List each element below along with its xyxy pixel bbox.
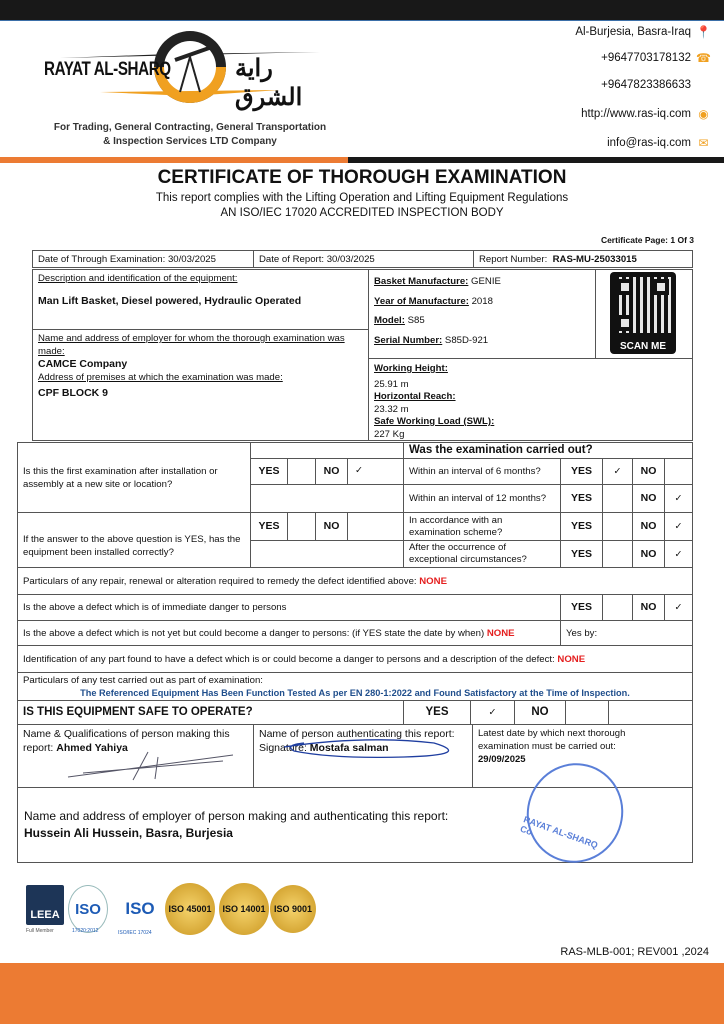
year-value: 2018 bbox=[471, 295, 493, 307]
contact-phone-1 bbox=[601, 51, 710, 64]
scheme-no[interactable]: NO bbox=[632, 512, 665, 541]
next-exam-label: Latest date by which next thorough examination must be carried out: bbox=[478, 728, 626, 752]
scan-me-label: SCAN ME bbox=[619, 341, 667, 352]
iso-9001-badge: ISO 9001 bbox=[270, 885, 316, 933]
divider-orange bbox=[0, 157, 348, 163]
company-name-en: RAYAT AL-SHARQ bbox=[44, 59, 171, 80]
premises-value: CPF BLOCK 9 bbox=[38, 387, 109, 399]
report-number-label: Report Number: bbox=[479, 253, 548, 265]
employer-block bbox=[32, 329, 369, 441]
immediate-yes[interactable]: YES bbox=[560, 594, 603, 621]
swl-value: 227 Kg bbox=[374, 428, 405, 440]
desc-label: Description and identification of the equipment: bbox=[38, 273, 238, 284]
serial-label: Serial Number: bbox=[374, 334, 443, 346]
first-exam-yes[interactable]: YES bbox=[250, 458, 288, 485]
report-number-value: RAS-MU-25033015 bbox=[552, 253, 637, 265]
height-value: 25.91 m bbox=[374, 378, 409, 390]
test-label: Particulars of any test carried out as part of examination: bbox=[23, 675, 263, 686]
certificate-title: CERTIFICATE OF THOROUGH EXAMINATION bbox=[157, 167, 567, 188]
employer-person-value: Hussein Ali Hussein, Basra, Burjesia bbox=[24, 826, 233, 840]
manufacture-label: Basket Manufacture: bbox=[374, 276, 469, 287]
envelope-icon: ✉ bbox=[698, 135, 709, 150]
top-bar bbox=[0, 0, 724, 21]
identification-value: NONE bbox=[557, 653, 586, 665]
exceptional-question: After the occurrence of exceptional circumstances? bbox=[403, 540, 561, 568]
iso-14001-badge: ISO 14001 bbox=[219, 883, 269, 935]
blank-cell bbox=[250, 540, 404, 568]
phone-1-text: +9647703178132 bbox=[601, 51, 691, 64]
capacity-specs bbox=[368, 358, 693, 441]
installed-yes-box[interactable] bbox=[287, 512, 316, 541]
auth-label: Name of person authenticating this report: bbox=[259, 728, 455, 740]
phone-icon: ☎ bbox=[696, 50, 711, 65]
scheme-question: In accordance with an examination scheme? bbox=[403, 512, 561, 541]
employer-label: Name and address of employer for whom the thorough examination was made: bbox=[38, 333, 345, 357]
safe-yes-check[interactable]: ✓ bbox=[470, 700, 515, 725]
report-number bbox=[473, 250, 693, 268]
immediate-yes-box[interactable] bbox=[602, 594, 633, 621]
qr-code[interactable] bbox=[610, 272, 676, 354]
company-name-ar: راية الشرق bbox=[235, 55, 303, 111]
installed-yes[interactable]: YES bbox=[250, 512, 288, 541]
contact-website[interactable] bbox=[581, 107, 710, 120]
test-row bbox=[17, 672, 693, 701]
document-code: RAS-MLB-001; REV001 ,2024 bbox=[560, 946, 709, 958]
immediate-danger-question: Is the above a defect which is of immediate danger to persons bbox=[17, 594, 561, 621]
repair-label: Particulars of any repair, renewal or alteration required to remedy the defect identified above: bbox=[23, 575, 417, 587]
iso-17024-caption: ISO/IEC 17024 bbox=[118, 930, 152, 936]
address-text: Al-Burjesia, Basra-Iraq bbox=[575, 25, 691, 38]
interval-12-no[interactable]: NO bbox=[632, 484, 665, 513]
repair-value: NONE bbox=[419, 575, 447, 587]
installed-no[interactable]: NO bbox=[315, 512, 348, 541]
interval-6-no-box[interactable] bbox=[664, 458, 693, 485]
stamp-text: RAYAT AL-SHARQ Co. bbox=[518, 814, 600, 851]
tagline-2: & Inspection Services LTD Company bbox=[103, 136, 277, 147]
equipment-specs bbox=[368, 269, 596, 359]
exam-date: Date of Through Examination: 30/03/2025 bbox=[32, 250, 254, 268]
first-exam-question: Is this the first examination after installation or assembly at a new site or location? bbox=[17, 442, 251, 513]
carried-out-heading: Was the examination carried out? bbox=[403, 442, 693, 459]
premises-label: Address of premises at which the examination was made: bbox=[38, 372, 283, 383]
safe-no-box[interactable] bbox=[565, 700, 609, 725]
exceptional-yes-box[interactable] bbox=[602, 540, 633, 568]
website-link[interactable]: http://www.ras-iq.com bbox=[581, 107, 691, 120]
installed-question: If the answer to the above question is YES, has the equipment been installed correctly? bbox=[17, 512, 251, 568]
report-date: Date of Report: 30/03/2025 bbox=[253, 250, 474, 268]
contact-phone-2 bbox=[601, 79, 691, 91]
interval-6-no[interactable]: NO bbox=[632, 458, 665, 485]
tagline-1: For Trading, General Contracting, General Transportation bbox=[53, 122, 327, 133]
employer-value: CAMCE Company bbox=[38, 358, 128, 370]
iso-17020-logo: ISO bbox=[68, 885, 108, 933]
next-exam-date: 29/09/2025 bbox=[478, 754, 526, 765]
year-label: Year of Manufacture: bbox=[374, 295, 469, 307]
qr-pattern-icon bbox=[615, 277, 671, 333]
future-danger-value: NONE bbox=[486, 627, 515, 639]
reach-value: 23.32 m bbox=[374, 403, 409, 415]
future-danger-question: Is the above a defect which is not yet but could become a danger to persons: (if YES state the date by when) bbox=[23, 627, 485, 639]
location-pin-icon: 📍 bbox=[696, 24, 711, 39]
iso-45001-badge: ISO 45001 bbox=[165, 883, 215, 935]
desc-value: Man Lift Basket, Diesel powered, Hydraulic Operated bbox=[38, 295, 302, 307]
auth-name: Mostafa salman bbox=[309, 742, 389, 754]
repair-row bbox=[17, 567, 693, 595]
divider-black bbox=[348, 157, 724, 163]
contact-email[interactable] bbox=[607, 136, 710, 149]
interval-12-no-check[interactable]: ✓ bbox=[664, 484, 693, 513]
iso-17024-logo: ISO bbox=[125, 899, 155, 918]
contact-address bbox=[575, 25, 710, 38]
safe-question: IS THIS EQUIPMENT SAFE TO OPERATE? bbox=[17, 700, 404, 725]
yes-by-field[interactable]: Yes by: bbox=[560, 620, 693, 646]
serial-value: S85D-921 bbox=[444, 334, 489, 346]
scheme-no-check[interactable]: ✓ bbox=[664, 512, 693, 541]
first-exam-no-check[interactable]: ✓ bbox=[347, 458, 404, 485]
interval-12-question: Within an interval of 12 months? bbox=[403, 484, 561, 513]
interval-12-yes[interactable]: YES bbox=[560, 484, 603, 513]
globe-icon: ◉ bbox=[698, 106, 709, 121]
phone-2-text: +9647823386633 bbox=[601, 79, 691, 91]
scheme-yes-box[interactable] bbox=[602, 512, 633, 541]
iso-17020-caption: 17020:2012 bbox=[72, 928, 99, 934]
blank-cell bbox=[250, 442, 404, 459]
installed-no-box[interactable] bbox=[347, 512, 404, 541]
exceptional-no-check[interactable]: ✓ bbox=[664, 540, 693, 568]
model-value: S85 bbox=[407, 315, 425, 326]
swl-label: Safe Working Load (SWL): bbox=[374, 416, 495, 427]
exceptional-no[interactable]: NO bbox=[632, 540, 665, 568]
blank-cell bbox=[250, 484, 404, 513]
immediate-no[interactable]: NO bbox=[632, 594, 665, 621]
manufacture-value: GENIE bbox=[471, 276, 501, 287]
maker-signature-icon bbox=[63, 747, 243, 783]
immediate-no-check[interactable]: ✓ bbox=[664, 594, 693, 621]
page-number: Certificate Page: 1 Of 3 bbox=[600, 235, 694, 245]
company-logo bbox=[40, 22, 340, 150]
subtitle-2: AN ISO/IEC 17020 ACCREDITED INSPECTION BODY bbox=[220, 207, 504, 219]
maker-name: Ahmed Yahiya bbox=[56, 742, 128, 754]
employer-person-label: Name and address of employer of person making and authenticating this report: bbox=[24, 809, 449, 823]
height-label: Working Height: bbox=[374, 363, 448, 374]
identification-label: Identification of any part found to have a defect which is or could become a danger to persons and a description of the defect: bbox=[23, 653, 555, 665]
model-label: Model: bbox=[374, 315, 405, 326]
safe-no[interactable]: NO bbox=[514, 700, 566, 725]
interval-6-yes[interactable]: YES bbox=[560, 458, 603, 485]
signature-label: Signature: bbox=[259, 742, 307, 754]
leea-logo: LEEA bbox=[26, 885, 64, 925]
interval-12-yes-box[interactable] bbox=[602, 484, 633, 513]
report-maker bbox=[17, 724, 254, 788]
future-danger-row bbox=[17, 620, 561, 646]
maker-label: Name & Qualifications of person making this report: bbox=[23, 728, 230, 754]
leea-caption: Full Member bbox=[26, 928, 54, 934]
equipment-description bbox=[32, 269, 369, 330]
first-exam-no[interactable]: NO bbox=[315, 458, 348, 485]
reach-label: Horizontal Reach: bbox=[374, 391, 456, 402]
exceptional-yes[interactable]: YES bbox=[560, 540, 603, 568]
report-authenticator bbox=[253, 724, 473, 788]
subtitle-1: This report complies with the Lifting Operation and Lifting Equipment Regulations bbox=[155, 192, 569, 204]
test-value: The Referenced Equipment Has Been Function Tested As per EN 280-1:2022 and Found Satisfactory at the Time of Inspection. bbox=[80, 688, 630, 698]
safe-yes[interactable]: YES bbox=[403, 700, 471, 725]
first-exam-yes-box[interactable] bbox=[287, 458, 316, 485]
auth-signature-icon bbox=[274, 733, 464, 767]
interval-6-question: Within an interval of 6 months? bbox=[403, 458, 561, 485]
footer-band bbox=[0, 963, 724, 1024]
interval-6-yes-check[interactable]: ✓ bbox=[602, 458, 633, 485]
scheme-yes[interactable]: YES bbox=[560, 512, 603, 541]
email-link[interactable]: info@ras-iq.com bbox=[607, 136, 691, 149]
identification-row bbox=[17, 645, 693, 673]
blank-cell bbox=[608, 700, 693, 725]
